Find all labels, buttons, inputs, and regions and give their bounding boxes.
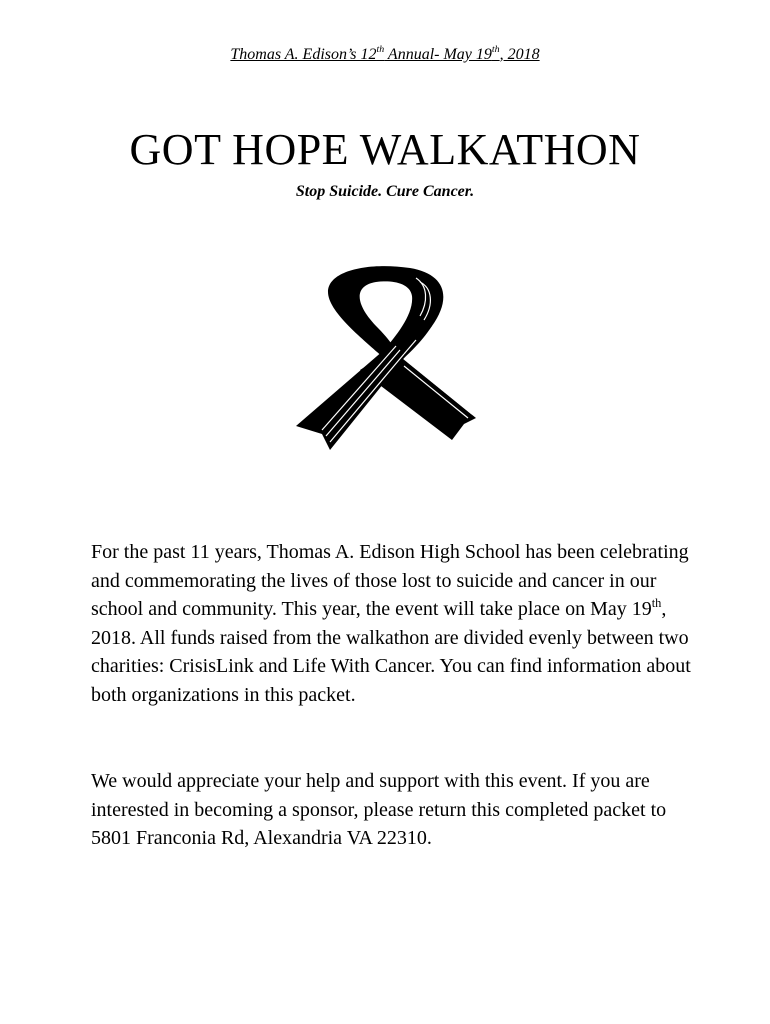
sponsor-paragraph [91, 767, 691, 853]
event-header [0, 46, 770, 64]
intro-paragraph [91, 538, 691, 710]
intro-text-1: For the past 11 years, Thomas A. Edison High School has been celebrating and commemorating the lives of those lost to suicide and cancer in our school and community. This year, the event will take place on May 19 [91, 541, 689, 621]
page-title: GOT HOPE WALKATHON [129, 125, 641, 174]
header-prefix: Thomas A. Edison’s 12 [230, 46, 377, 63]
header-ordinal-2: th [491, 44, 500, 56]
intro-ordinal: th [651, 595, 662, 610]
header-suffix: , 2018 [499, 46, 540, 63]
awareness-ribbon-icon [292, 262, 478, 452]
page-subtitle: Stop Suicide. Cure Cancer. [295, 183, 475, 200]
header-middle: Annual- May 19 [384, 46, 492, 63]
intro-text-2: , 2018. All funds raised from the walkathon are divided evenly between two charities: CrisisLink and Life With Cancer. You can find information about both organizations in this packet. [91, 598, 691, 706]
header-ordinal-1: th [376, 44, 385, 56]
sponsor-text: We would appreciate your help and support with this event. If you are interested in becoming a sponsor, please return this completed packet to 5801 Franconia Rd, Alexandria VA 22310. [91, 770, 667, 850]
header-line [230, 46, 539, 63]
